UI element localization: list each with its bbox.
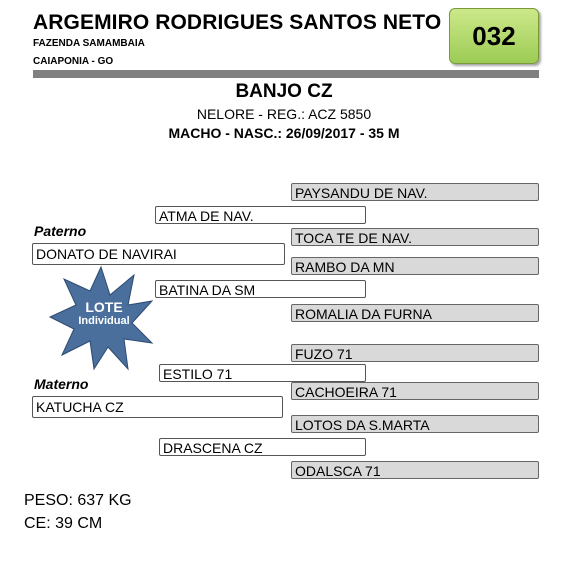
dam-box: KATUCHA CZ — [32, 396, 283, 418]
sex-birth-date: MACHO - NASC.: 26/09/2017 - 35 M — [168, 125, 400, 141]
ggp-dam-sire-dam: CACHOEIRA 71 — [291, 382, 539, 400]
ggp-sire-dam-dam: ROMALIA DA FURNA — [291, 304, 539, 322]
farm-name: FAZENDA SAMAMBAIA — [33, 38, 145, 49]
grandsire-paternal: ATMA DE NAV. — [155, 206, 366, 224]
maternal-label: Materno — [34, 376, 89, 392]
sire-box: DONATO DE NAVIRAI — [32, 243, 285, 265]
lot-star-line1: LOTE — [85, 299, 123, 315]
ggp-sire-sire-dam: TOCA TE DE NAV. — [291, 228, 539, 246]
ggp-dam-sire-sire: FUZO 71 — [291, 344, 539, 362]
lot-star-line2: Individual — [78, 315, 130, 327]
breed-registration: NELORE - REG.: ACZ 5850 — [196, 106, 372, 122]
ggp-dam-dam-sire: LOTOS DA S.MARTA — [291, 415, 539, 433]
header-divider — [33, 70, 539, 78]
owner-name: ARGEMIRO RODRIGUES SANTOS NETO — [33, 11, 442, 34]
farm-location: CAIAPONIA - GO — [33, 56, 114, 67]
ggp-sire-sire-sire: PAYSANDU DE NAV. — [291, 183, 539, 201]
ggp-sire-dam-sire: RAMBO DA MN — [291, 257, 539, 275]
granddam-paternal: BATINA DA SM — [155, 280, 366, 298]
animal-name: BANJO CZ — [235, 81, 333, 102]
weight-text: PESO: 637 KG — [24, 492, 132, 509]
scrotal-circumference-text: CE: 39 CM — [24, 515, 103, 532]
paternal-label: Paterno — [34, 223, 87, 239]
granddam-maternal: DRASCENA CZ — [159, 438, 366, 456]
ggp-dam-dam-dam: ODALSCA 71 — [291, 461, 539, 479]
lot-star-text — [48, 299, 160, 327]
lot-number-badge: 032 — [449, 8, 539, 64]
grandsire-maternal: ESTILO 71 — [159, 364, 366, 382]
